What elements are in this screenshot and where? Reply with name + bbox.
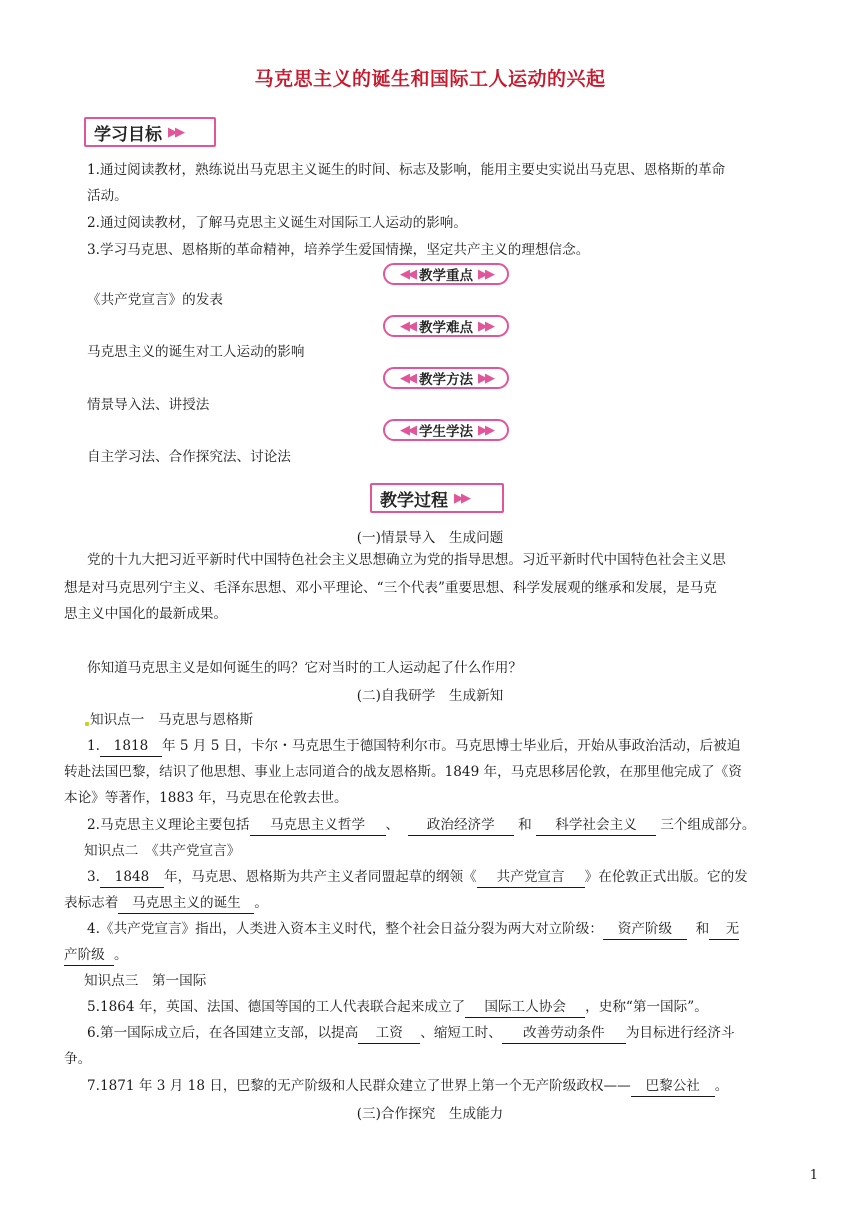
question-6-line-2: 争。 [64, 1051, 92, 1067]
learning-pill [383, 419, 509, 441]
key-points-label: 教学重点 [419, 268, 473, 284]
question-3-line-1 [87, 867, 748, 888]
methods-pill [383, 367, 509, 389]
page-number: 1 [809, 1168, 818, 1183]
intro-line-3: 思主义中国化的最新成果。 [64, 606, 228, 622]
question-1-line-2: 转赴法国巴黎，结识了他思想、事业上志同道合的战友恩格斯。1849 年，马克思移居伦敦，在那里他完成了《资 [64, 764, 742, 780]
section-1-heading: (一)情景导入 生成问题 [356, 530, 504, 546]
intro-line-1: 党的十九大把习近平新时代中国特色社会主义思想确立为党的指导思想。习近平新时代中国特色社会主义思 [87, 552, 726, 568]
objectives-header-label: 学习目标 [94, 124, 162, 145]
q4-suffix: 。 [114, 947, 128, 963]
knowledge-3-heading: 知识点三 第一国际 [84, 973, 207, 989]
q7-answer: 巴黎公社 [631, 1076, 715, 1097]
marker-icon [85, 722, 89, 726]
q2-answer-3: 科学社会主义 [536, 815, 656, 836]
q4-text: 4.《共产党宣言》指出，人类进入资本主义时代，整个社会日益分裂为两大对立阶级： [87, 921, 603, 937]
double-arrow-left-icon: ◀◀ [400, 370, 414, 386]
q2-separator: 、 [385, 817, 400, 833]
objectives-header [84, 117, 216, 147]
question-4-line-1 [87, 919, 739, 940]
q4-answer-1: 资产阶级 [603, 919, 687, 940]
question-6-line-1 [87, 1023, 735, 1044]
methods-text: 情景导入法、讲授法 [87, 397, 210, 413]
question-4-line-2 [64, 945, 128, 966]
q7-text: 7.1871 年 3 月 18 日，巴黎的无产阶级和人民群众建立了世界上第一个无产阶级政权—— [87, 1078, 631, 1094]
objective-1-line-2: 活动。 [87, 188, 128, 204]
q7-suffix: 。 [714, 1078, 729, 1094]
double-arrow-left-icon: ◀◀ [400, 422, 414, 438]
q3-line2-prefix: 表标志着 [64, 895, 119, 911]
q3-suffix: 》在伦敦正式出版。它的发 [584, 869, 748, 885]
q6-text: 6.第一国际成立后，在各国建立支部，以提高 [87, 1025, 359, 1041]
q4-and: 和 [695, 921, 710, 937]
learning-label: 学生学法 [419, 424, 473, 440]
key-points-text: 《共产党宣言》的发表 [87, 292, 223, 308]
question-7 [87, 1076, 728, 1097]
knowledge-1-heading [84, 710, 253, 731]
q5-suffix: ，史称“第一国际”。 [585, 999, 708, 1015]
q4-answer-2-part-2: 产阶级 [64, 945, 114, 966]
q5-text: 5.1864 年，英国、法国、德国等国的工人代表联合起来成立了 [87, 999, 466, 1015]
difficulties-text: 马克思主义的诞生对工人运动的影响 [87, 344, 305, 360]
intro-question: 你知道马克思主义是如何诞生的吗？它对当时的工人运动起了什么作用？ [87, 660, 522, 676]
q4-answer-2-part-1: 无 [709, 919, 739, 940]
q5-answer: 国际工人协会 [465, 997, 585, 1018]
q2-answer-2: 政治经济学 [408, 815, 514, 836]
double-arrow-right-icon: ▶▶ [478, 370, 492, 386]
q1-number: 1. [87, 738, 100, 754]
q3-number: 3. [87, 869, 100, 885]
objective-2: 2.通过阅读教材，了解马克思主义诞生对国际工人运动的影响。 [87, 215, 467, 231]
double-arrow-right-icon: ▶▶ [478, 318, 492, 334]
q3-answer-2: 共产党宣言 [477, 867, 585, 888]
knowledge-1-heading-text: 知识点一 马克思与恩格斯 [90, 712, 254, 728]
q2-prefix: 2.马克思主义理论主要包括 [87, 817, 250, 833]
learning-text: 自主学习法、合作探究法、讨论法 [87, 449, 291, 465]
key-points-pill [383, 263, 509, 285]
double-arrow-right-icon: ▶▶ [478, 422, 492, 438]
objective-3: 3.学习马克思、恩格斯的革命精神，培养学生爱国情操，坚定共产主义的理想信念。 [87, 242, 590, 258]
q6-answer-1: 工资 [358, 1023, 420, 1044]
methods-label: 教学方法 [419, 372, 473, 388]
difficulties-pill [383, 315, 509, 337]
q3-answer-1: 1848 [100, 867, 164, 888]
difficulties-label: 教学难点 [419, 320, 473, 336]
question-2 [87, 815, 756, 836]
question-3-line-2 [64, 893, 268, 914]
q3-line2-suffix: 。 [254, 895, 268, 911]
process-header [370, 483, 504, 513]
double-arrow-right-icon: ▶▶ [478, 266, 492, 282]
double-arrow-left-icon: ◀◀ [400, 266, 414, 282]
q6-middle: 、缩短工时、 [420, 1025, 502, 1041]
document-title: 马克思主义的诞生和国际工人运动的兴起 [254, 68, 606, 90]
knowledge-2-heading: 知识点二 《共产党宣言》 [84, 843, 241, 859]
process-header-label: 教学过程 [380, 490, 448, 511]
question-1-line-1 [87, 736, 740, 757]
q6-suffix: 为目标进行经济斗 [625, 1025, 735, 1041]
q3-text: 年，马克思、恩格斯为共产主义者同盟起草的纲领《 [163, 869, 477, 885]
q1-answer-blank: 1818 [100, 736, 162, 757]
q2-and: 和 [518, 817, 532, 833]
q6-answer-2: 改善劳动条件 [502, 1023, 626, 1044]
objective-1-line-1: 1.通过阅读教材，熟练说出马克思主义诞生的时间、标志及影响，能用主要史实说出马克思、恩格斯的革命 [87, 162, 726, 178]
question-5 [87, 997, 708, 1018]
double-arrow-right-icon: ▶▶ [454, 490, 468, 506]
section-3-heading: (三)合作探究 生成能力 [356, 1106, 504, 1122]
double-arrow-left-icon: ◀◀ [400, 318, 414, 334]
q3-answer-3: 马克思主义的诞生 [118, 893, 254, 914]
q2-answer-1: 马克思主义哲学 [250, 815, 386, 836]
section-2-heading: (二)自我研学 生成新知 [356, 688, 504, 704]
intro-line-2: 想是对马克思列宁主义、毛泽东思想、邓小平理论、“三个代表”重要思想、科学发展观的继承和发展，是马克 [64, 580, 717, 596]
double-arrow-right-icon: ▶▶ [168, 124, 182, 140]
q1-text: 年 5 月 5 日，卡尔・马克思生于德国特利尔市。马克思博士毕业后，开始从事政治活动，后被迫 [161, 738, 741, 754]
question-1-line-3: 本论》等著作，1883 年，马克思在伦敦去世。 [64, 790, 348, 806]
q2-suffix: 三个组成部分。 [660, 817, 756, 833]
